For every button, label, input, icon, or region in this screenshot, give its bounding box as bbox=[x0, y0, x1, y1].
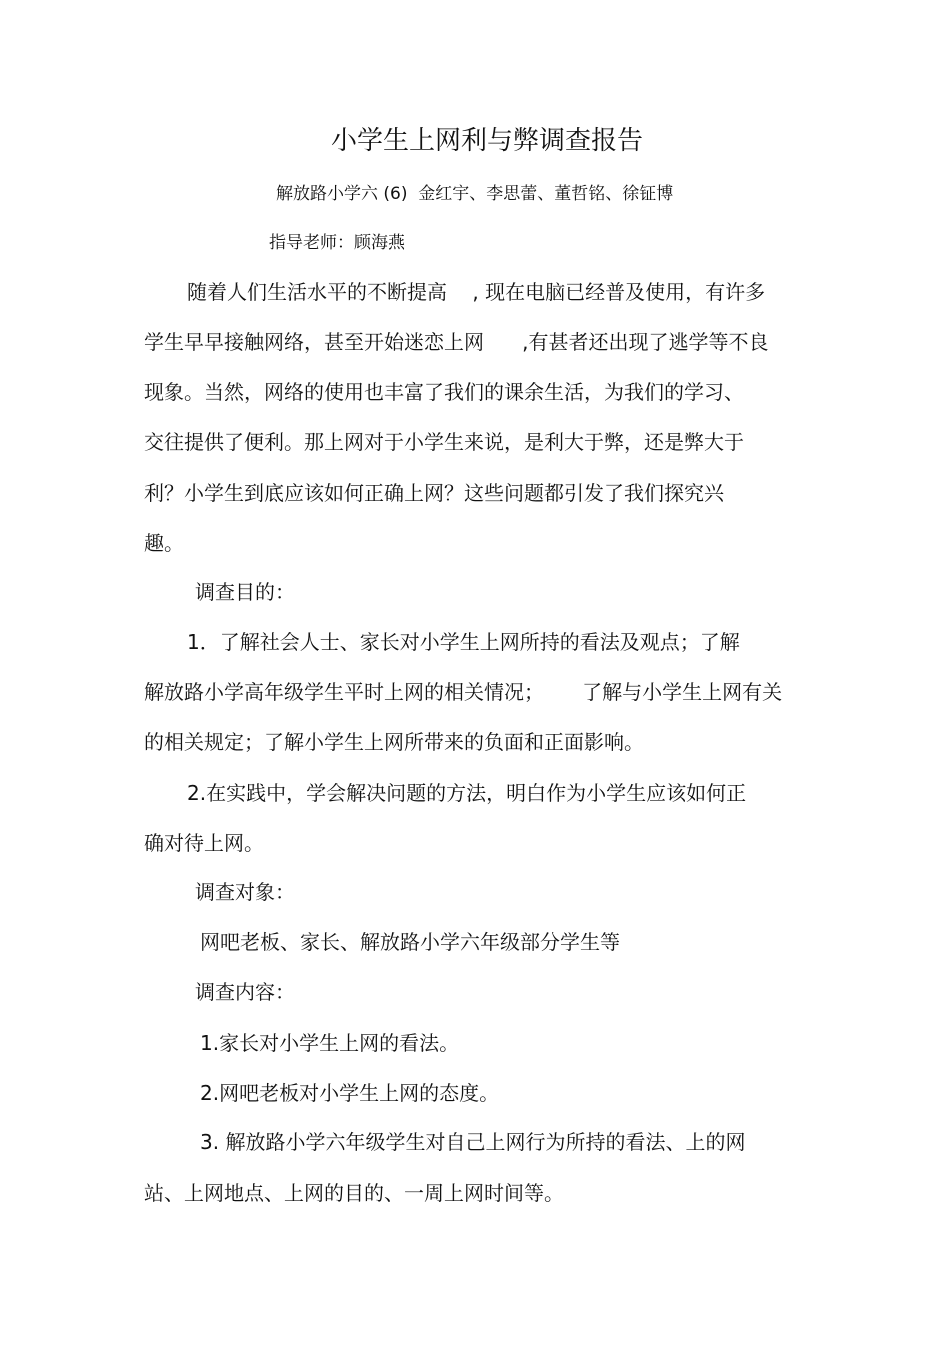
content-line: 3. 解放路小学六年级学生对自己上网行为所持的看法、上的网 bbox=[200, 1130, 746, 1154]
authors-line: 解放路小学六 (6) 金红宇、李思蕾、董哲铭、徐钲博 bbox=[276, 184, 674, 204]
purpose-line: 解放路小学高年级学生平时上网的相关情况； 了解与小学生上网有关 bbox=[144, 680, 783, 704]
document-title: 小学生上网利与弊调查报告 bbox=[331, 126, 644, 156]
purpose-line: 2.在实践中，学会解决问题的方法，明白作为小学生应该如何正 bbox=[187, 781, 747, 805]
intro-line: 利？小学生到底应该如何正确上网？这些问题都引发了我们探究兴 bbox=[144, 481, 724, 505]
purpose-line: 1．了解社会人士、家长对小学生上网所持的看法及观点；了解 bbox=[187, 630, 740, 654]
content-line: 站、上网地点、上网的目的、一周上网时间等。 bbox=[144, 1181, 564, 1205]
content-heading: 调查内容： bbox=[195, 980, 295, 1004]
purpose-line: 的相关规定；了解小学生上网所带来的负面和正面影响。 bbox=[144, 730, 644, 754]
purpose-heading: 调查目的： bbox=[195, 580, 295, 604]
intro-line: 随着人们生活水平的不断提高 , 现在电脑已经普及使用，有许多 bbox=[187, 280, 766, 304]
intro-line: 交往提供了便利。那上网对于小学生来说，是利大于弊，还是弊大于 bbox=[144, 430, 744, 454]
intro-line: 学生早早接触网络，甚至开始迷恋上网 ,有甚者还出现了逃学等不良 bbox=[144, 330, 769, 354]
intro-line: 趣。 bbox=[144, 531, 184, 555]
intro-line: 现象。当然，网络的使用也丰富了我们的课余生活，为我们的学习、 bbox=[144, 380, 744, 404]
content-line: 1.家长对小学生上网的看法。 bbox=[200, 1031, 460, 1055]
subject-heading: 调查对象： bbox=[195, 880, 295, 904]
subject-line: 网吧老板、家长、解放路小学六年级部分学生等 bbox=[200, 930, 620, 954]
purpose-line: 确对待上网。 bbox=[144, 831, 264, 855]
content-line: 2.网吧老板对小学生上网的态度。 bbox=[200, 1081, 500, 1105]
advisor-line: 指导老师：顾海燕 bbox=[269, 233, 405, 253]
